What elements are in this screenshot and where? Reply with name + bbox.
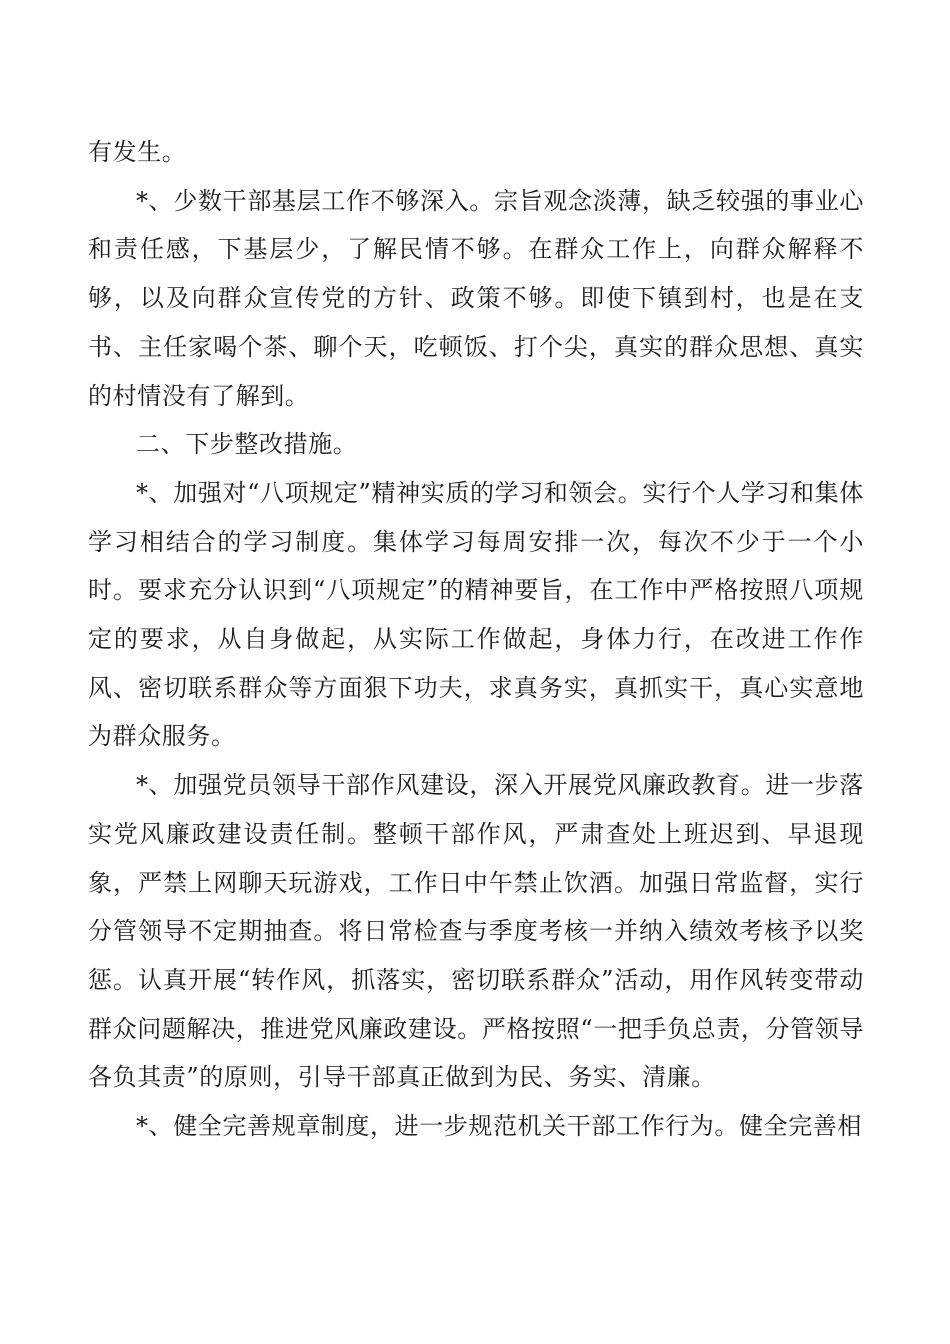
paragraph-eight-rules: *、加强对“八项规定”精神实质的学习和领会。实行个人学习和集体学习相结合的学习制度。集体学习每周安排一次，每次不少于一个小时。要求充分认识到“八项规定”的精神要旨，在工作中严格按照八项规定的要求，从自身做起，从实际工作做起，身体力行，在改进工作作风、密切联系群众等方面狠下功夫，求真务实，真抓实干，真心实意地为群众服务。: [88, 478, 864, 751]
paragraph-party-conduct: *、加强党员领导干部作风建设，深入开展党风廉政教育。进一步落实党风廉政建设责任制。整顿干部作风，严肃查处上班迟到、早退现象，严禁上网聊天玩游戏，工作日中午禁止饮酒。加强日常监督，实行分管领导不定期抽查。将日常检查与季度考核一并纳入绩效考核予以奖惩。认真开展“转作风，抓落实，密切联系群众”活动，用作风转变带动群众问题解决，推进党风廉政建设。严格按照“一把手负总责，分管领导各负其责”的原则，引导干部真正做到为民、务实、清廉。: [88, 771, 864, 1092]
section-heading-rectification: 二、下步整改措施。: [136, 430, 358, 459]
paragraph-regulations: *、健全完善规章制度，进一步规范机关干部工作行为。健全完善相: [136, 1112, 862, 1141]
document-body: [88, 128, 864, 1151]
paragraph-continuation: 有发生。: [88, 138, 187, 166]
paragraph-grassroots-work: *、少数干部基层工作不够深入。宗旨观念淡薄，缺乏较强的事业心和责任感，下基层少，了解民情不够。在群众工作上，向群众解释不够，以及向群众宣传党的方针、政策不够。即使下镇到村，也是在支书、主任家喝个茶、聊个天，吃顿饭、打个尖，真实的群众思想、真实的村情没有了解到。: [88, 186, 864, 410]
